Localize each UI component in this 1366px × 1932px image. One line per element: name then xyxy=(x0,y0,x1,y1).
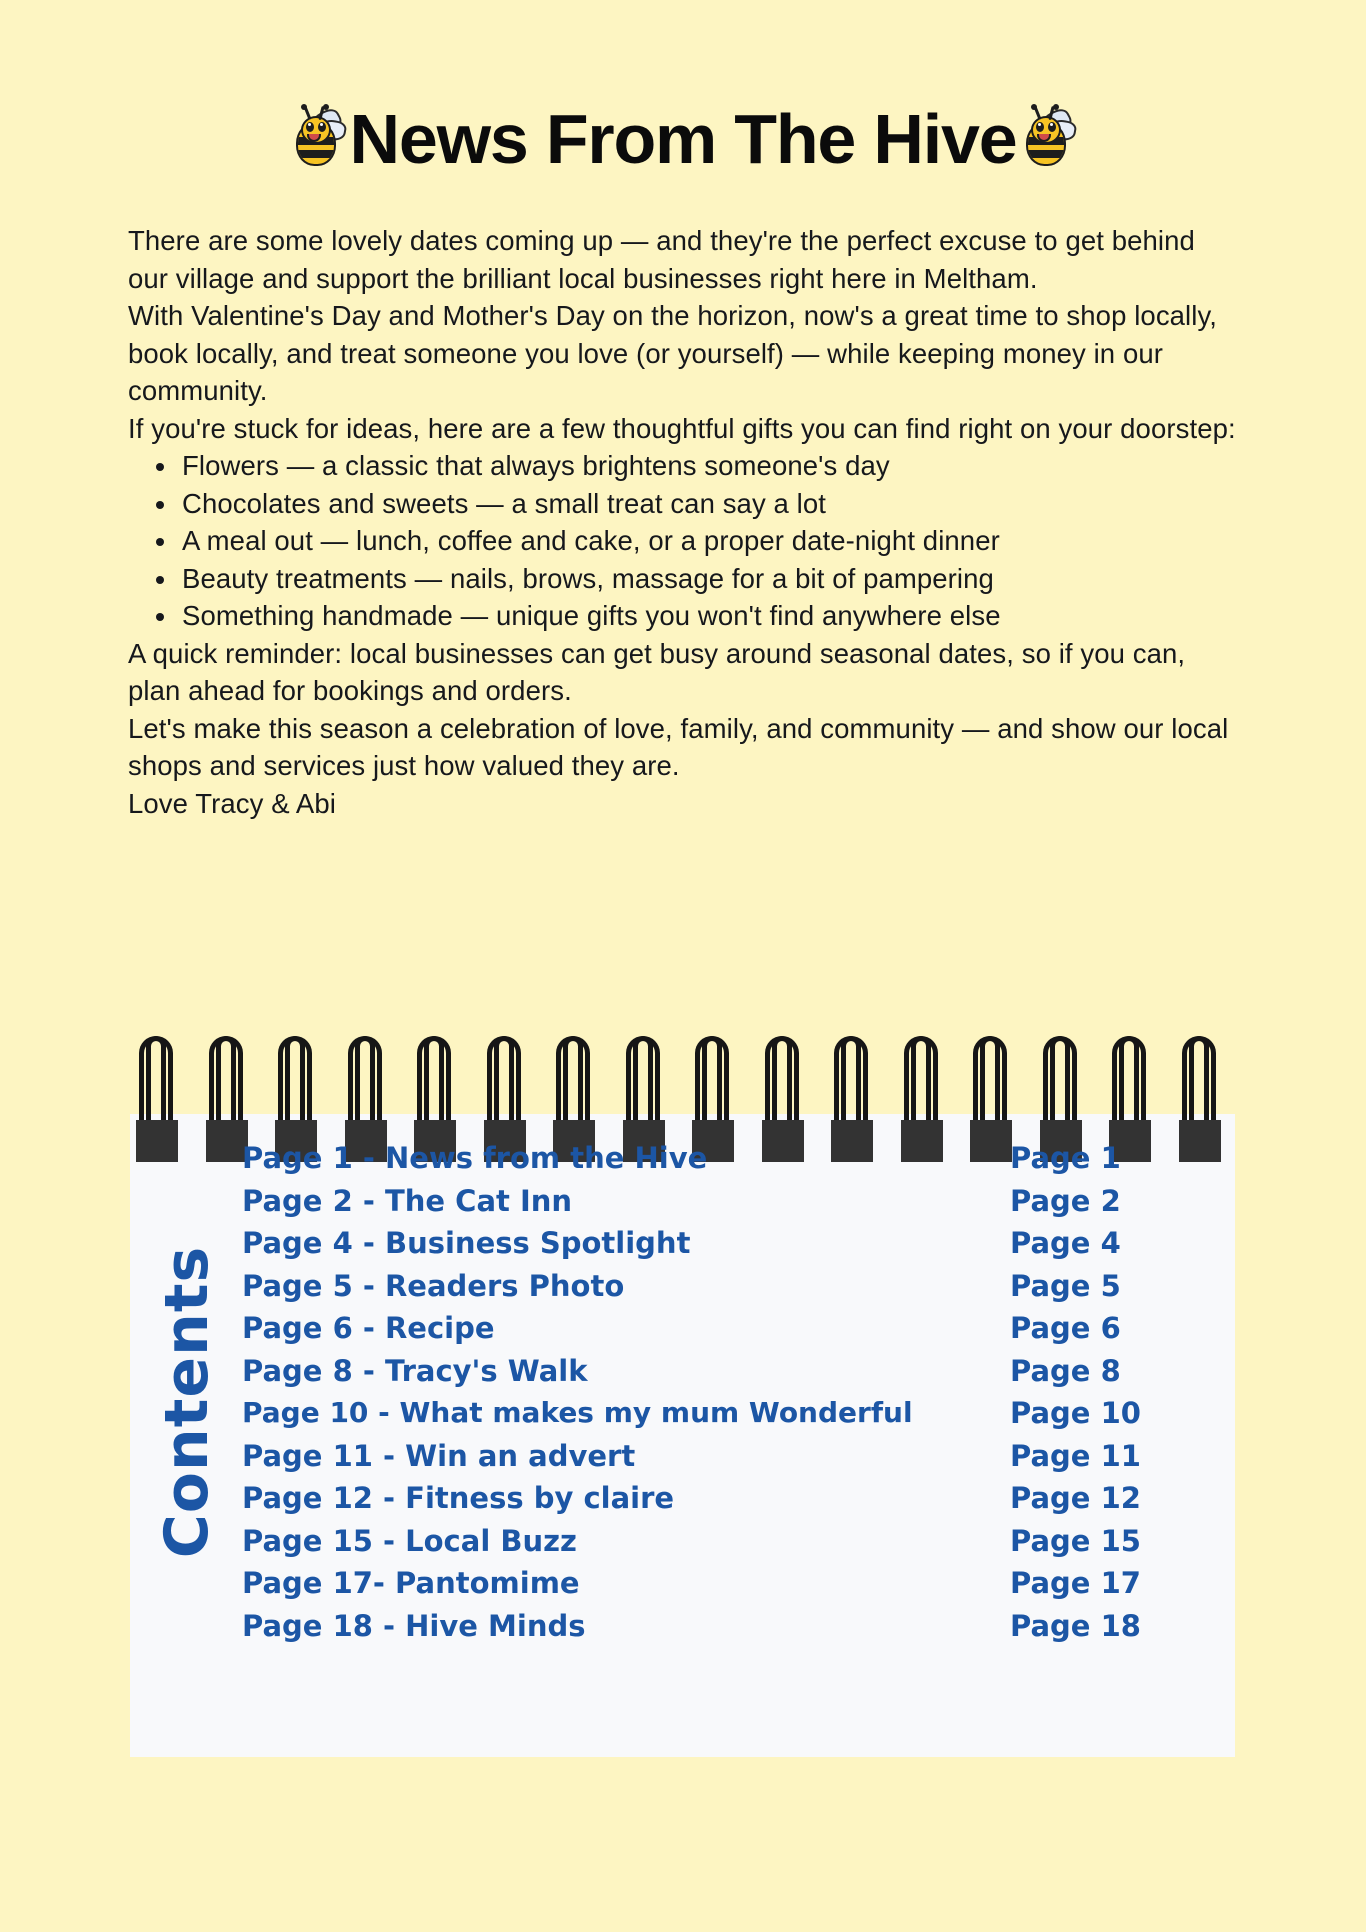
spiral-coil xyxy=(134,1032,180,1162)
article-paragraph: There are some lovely dates coming up — and they're the perfect excuse to get behind our village and support the brilliant local businesses right here in Meltham. xyxy=(128,225,1195,294)
page-title-row xyxy=(0,100,1366,178)
contents-page-numbers xyxy=(1010,1137,1230,1647)
article-paragraph: Let's make this season a celebration of love, family, and community — and show our local shops and services just how valued they are. xyxy=(128,712,1229,781)
page-number[interactable]: Page 6 xyxy=(1010,1311,1121,1345)
list-item[interactable]: Page 11 - Win an advert xyxy=(242,1438,636,1473)
page-number[interactable]: Page 1 xyxy=(1010,1141,1121,1175)
article-paragraph: A quick reminder: local businesses can get busy around seasonal dates, so if you can, plan ahead for bookings and orders. xyxy=(128,637,1186,706)
list-item[interactable]: Page 10 - What makes my mum Wonderful xyxy=(242,1396,913,1429)
page-number[interactable]: Page 5 xyxy=(1010,1268,1121,1303)
list-item[interactable]: Page 18 - Hive Minds xyxy=(242,1608,586,1643)
bee-icon-right xyxy=(1012,106,1084,172)
page-title: News From The Hive xyxy=(349,100,1017,178)
list-item[interactable]: Page 5 - Readers Photo xyxy=(242,1268,625,1303)
page-number[interactable]: Page 8 xyxy=(1010,1353,1121,1388)
article-body xyxy=(128,222,1238,822)
contents-notebook xyxy=(130,1032,1235,1757)
list-item[interactable]: Page 12 - Fitness by claire xyxy=(242,1481,675,1515)
list-item[interactable]: Page 17- Pantomime xyxy=(242,1566,580,1600)
page-number[interactable]: Page 12 xyxy=(1010,1481,1141,1515)
page-number[interactable]: Page 4 xyxy=(1010,1226,1121,1260)
bee-icon-left xyxy=(282,106,354,172)
list-item: Beauty treatments — nails, brows, massage for a bit of pampering xyxy=(182,560,1238,598)
contents-vertical-label: Contents xyxy=(152,1245,223,1559)
list-item: Flowers — a classic that always brightens someone's day xyxy=(182,447,1238,485)
article-signature: Love Tracy & Abi xyxy=(128,787,336,819)
list-item[interactable]: Page 2 - The Cat Inn xyxy=(242,1183,573,1218)
list-item: Chocolates and sweets — a small treat can say a lot xyxy=(182,485,1238,523)
list-item[interactable]: Page 1 - News from the Hive xyxy=(242,1141,708,1175)
list-item[interactable]: Page 8 - Tracy's Walk xyxy=(242,1353,588,1388)
page-number[interactable]: Page 18 xyxy=(1010,1608,1141,1643)
list-item[interactable]: Page 15 - Local Buzz xyxy=(242,1523,577,1558)
page-number[interactable]: Page 2 xyxy=(1010,1183,1121,1218)
list-item: Something handmade — unique gifts you won't find anywhere else xyxy=(182,597,1238,635)
page-number[interactable]: Page 17 xyxy=(1010,1566,1141,1600)
article-paragraph: With Valentine's Day and Mother's Day on the horizon, now's a great time to shop locally, book locally, and treat someone you love (or yourself) — while keeping money in our community. xyxy=(128,300,1218,406)
article-paragraph: If you're stuck for ideas, here are a few thoughtful gifts you can find right on your doorstep: xyxy=(128,412,1236,444)
page-number[interactable]: Page 10 xyxy=(1010,1396,1141,1430)
page-number[interactable]: Page 11 xyxy=(1010,1438,1141,1473)
gift-ideas-list xyxy=(128,447,1238,635)
contents-list xyxy=(242,1137,1002,1647)
list-item[interactable]: Page 4 - Business Spotlight xyxy=(242,1226,691,1260)
list-item[interactable]: Page 6 - Recipe xyxy=(242,1311,495,1345)
page-number[interactable]: Page 15 xyxy=(1010,1523,1141,1558)
list-item: A meal out — lunch, coffee and cake, or a proper date-night dinner xyxy=(182,522,1238,560)
